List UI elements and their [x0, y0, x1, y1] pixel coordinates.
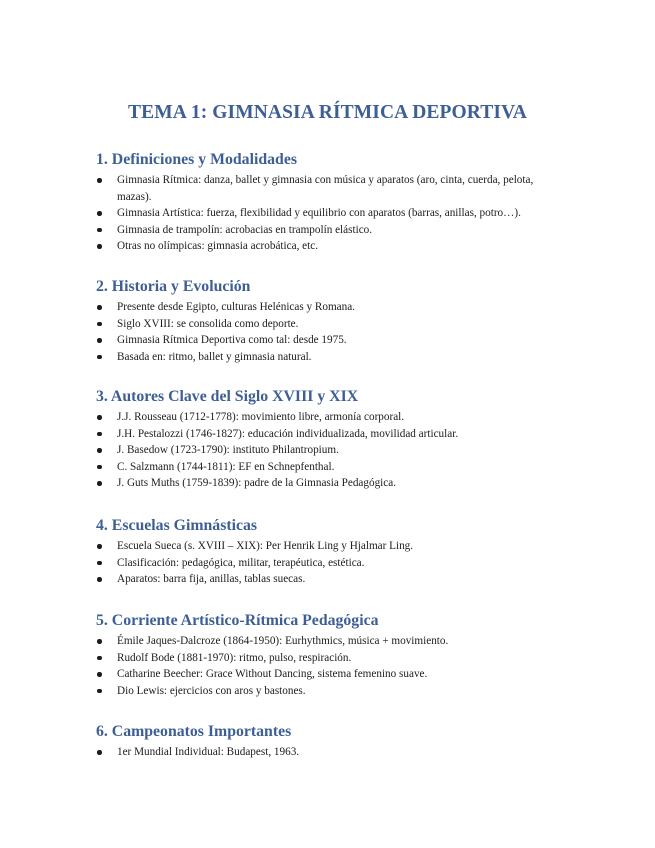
- bullet-list: [96, 538, 566, 588]
- section-historia: [96, 277, 566, 365]
- section-campeonatos: [96, 722, 566, 761]
- section-heading: 5. Corriente Artístico-Rítmica Pedagógica: [96, 612, 379, 629]
- list-item: Rudolf Bode (1881-1970): ritmo, pulso, respiración.: [96, 650, 566, 667]
- list-item: J.H. Pestalozzi (1746-1827): educación individualizada, movilidad articular.: [96, 426, 566, 443]
- list-item: Gimnasia Artística: fuerza, flexibilidad y equilibrio con aparatos (barras, anillas, potro…).: [96, 205, 566, 222]
- list-item: Clasificación: pedagógica, militar, terapéutica, estética.: [96, 555, 566, 572]
- list-item: Émile Jaques-Dalcroze (1864-1950): Eurhythmics, música + movimiento.: [96, 633, 566, 650]
- section-escuelas: [96, 516, 566, 588]
- bullet-list: [96, 409, 566, 492]
- list-item: J. Basedow (1723-1790): instituto Philantropium.: [96, 442, 566, 459]
- section-autores: [96, 387, 566, 492]
- section-heading: 2. Historia y Evolución: [96, 278, 251, 295]
- section-heading: 6. Campeonatos Importantes: [96, 723, 292, 740]
- list-item: Catharine Beecher: Grace Without Dancing, sistema femenino suave.: [96, 666, 566, 683]
- list-item: Basada en: ritmo, ballet y gimnasia natural.: [96, 349, 566, 366]
- section-heading: 4. Escuelas Gimnásticas: [96, 517, 258, 534]
- list-item: Siglo XVIII: se consolida como deporte.: [96, 316, 566, 333]
- list-item: Escuela Sueca (s. XVIII – XIX): Per Henrik Ling y Hjalmar Ling.: [96, 538, 566, 555]
- bullet-list: [96, 744, 566, 761]
- list-item: 1er Mundial Individual: Budapest, 1963.: [96, 744, 566, 761]
- section-corriente: [96, 611, 566, 699]
- bullet-list: [96, 633, 566, 699]
- list-item: J. Guts Muths (1759-1839): padre de la Gimnasia Pedagógica.: [96, 475, 566, 492]
- bullet-list: [96, 172, 566, 255]
- list-item: Otras no olímpicas: gimnasia acrobática, etc.: [96, 238, 566, 255]
- bullet-list: [96, 299, 566, 365]
- list-item: Gimnasia Rítmica Deportiva como tal: desde 1975.: [96, 332, 566, 349]
- section-definiciones: [96, 150, 566, 255]
- section-heading: 3. Autores Clave del Siglo XVIII y XIX: [96, 388, 359, 405]
- list-item: Presente desde Egipto, culturas Helénicas y Romana.: [96, 299, 566, 316]
- section-heading: 1. Definiciones y Modalidades: [96, 151, 297, 168]
- list-item: Gimnasia de trampolín: acrobacias en trampolín elástico.: [96, 222, 566, 239]
- list-item: C. Salzmann (1744-1811): EF en Schnepfenthal.: [96, 459, 566, 476]
- list-item: Dio Lewis: ejercicios con aros y bastones.: [96, 683, 566, 700]
- list-item: Gimnasia Rítmica: danza, ballet y gimnasia con música y aparatos (aro, cinta, cuerda, pelota, mazas).: [96, 172, 566, 205]
- list-item: J.J. Rousseau (1712-1778): movimiento libre, armonía corporal.: [96, 409, 566, 426]
- document-title: TEMA 1: GIMNASIA RÍTMICA DEPORTIVA: [128, 102, 527, 123]
- list-item: Aparatos: barra fija, anillas, tablas suecas.: [96, 571, 566, 588]
